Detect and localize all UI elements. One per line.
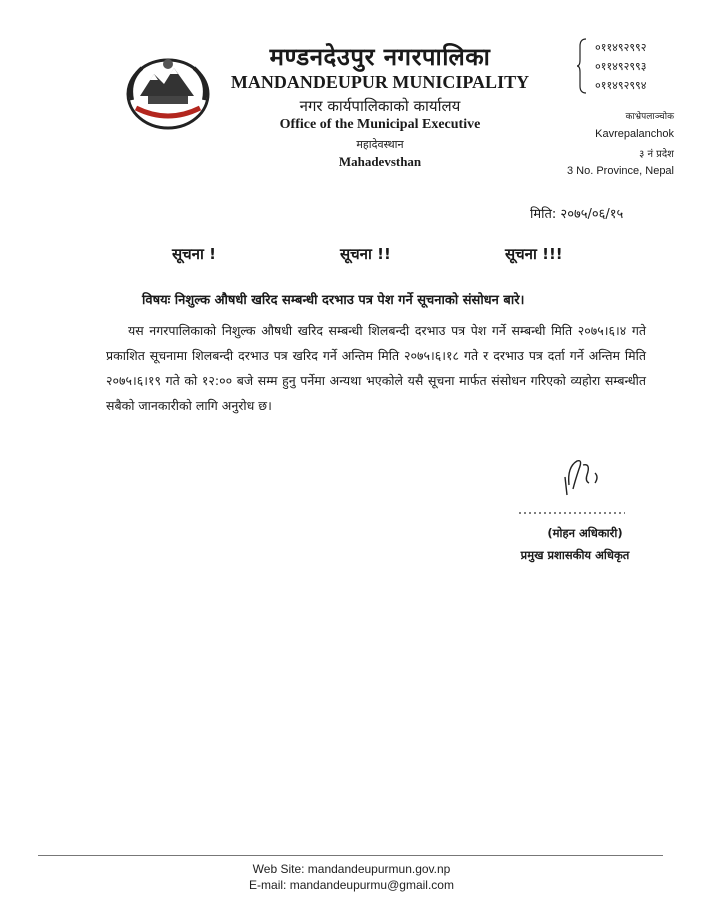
notice-date: मिति: २०७५/०६/१५ xyxy=(530,207,624,222)
address-province-nepali: ३ नं प्रदेश xyxy=(639,149,674,160)
notice-heading: सूचना !! xyxy=(340,245,391,263)
signatory-title: प्रमुख प्रशासकीय अधिकृत xyxy=(520,548,630,562)
address-district-nepali: काभ्रेपलाञ्चोक xyxy=(625,112,674,122)
brace-icon xyxy=(577,38,587,94)
nepal-emblem-logo xyxy=(124,50,212,132)
footer-website: Web Site: mandandeupurmun.gov.np xyxy=(252,862,451,876)
footer-email: E-mail: mandandeupurmu@gmail.com xyxy=(249,878,454,892)
handwritten-signature xyxy=(517,455,627,517)
place-nepali: महादेवस्थान xyxy=(356,138,404,151)
phone-number: ०११४९२९९४ xyxy=(595,79,647,92)
notice-body: यस नगरपालिकाको निशुल्क औषधी खरिद सम्बन्धी शिलबन्दी दरभाउ पत्र पेश गर्ने सम्बन्धी मिति २०७५।६।४ गते प्रकाशित सूचनामा शिलबन्दी दरभाउ पत्र खरिद गर्ने अन्तिम मिति २०७५।६।१८ गते र दरभाउ पत्र दर्ता गर्ने अन्तिम मिति २०७५।६।१९ गते को १२:०० बजे सम्म हुनु पर्नेमा अन्यथा भएकोले यसै सूचना मार्फत संसोधन गरिएको व्यहोरा सम्बन्धीत सबैको जानकारीको लागि अनुरोध छ। xyxy=(106,323,646,413)
notice-subject: विषयः निशुल्क औषधी खरिद सम्बन्धी दरभाउ पत्र पेश गर्ने सूचनाको संसोधन बारे। xyxy=(142,293,525,308)
phone-number: ०११४९२९९२ xyxy=(595,41,647,54)
address-district-english: Kavrepalanchok xyxy=(595,128,674,140)
municipality-title-english: MANDANDEUPUR MUNICIPALITY xyxy=(230,72,530,92)
signatory-name: (मोहन अधिकारी) xyxy=(547,526,623,540)
notice-heading: सूचना !!! xyxy=(505,245,563,263)
office-title-english: Office of the Municipal Executive xyxy=(279,117,481,132)
footer-divider xyxy=(38,855,663,856)
phone-number: ०११४९२९९३ xyxy=(595,60,647,73)
place-english: Mahadevsthan xyxy=(338,154,422,169)
office-title-nepali: नगर कार्यपालिकाको कार्यालय xyxy=(299,97,461,115)
notice-heading: सूचना ! xyxy=(172,245,216,263)
phone-numbers xyxy=(577,38,677,96)
address-province-english: 3 No. Province, Nepal xyxy=(567,165,674,177)
municipality-title-nepali: मण्डनदेउपुर नगरपालिका xyxy=(269,42,491,71)
